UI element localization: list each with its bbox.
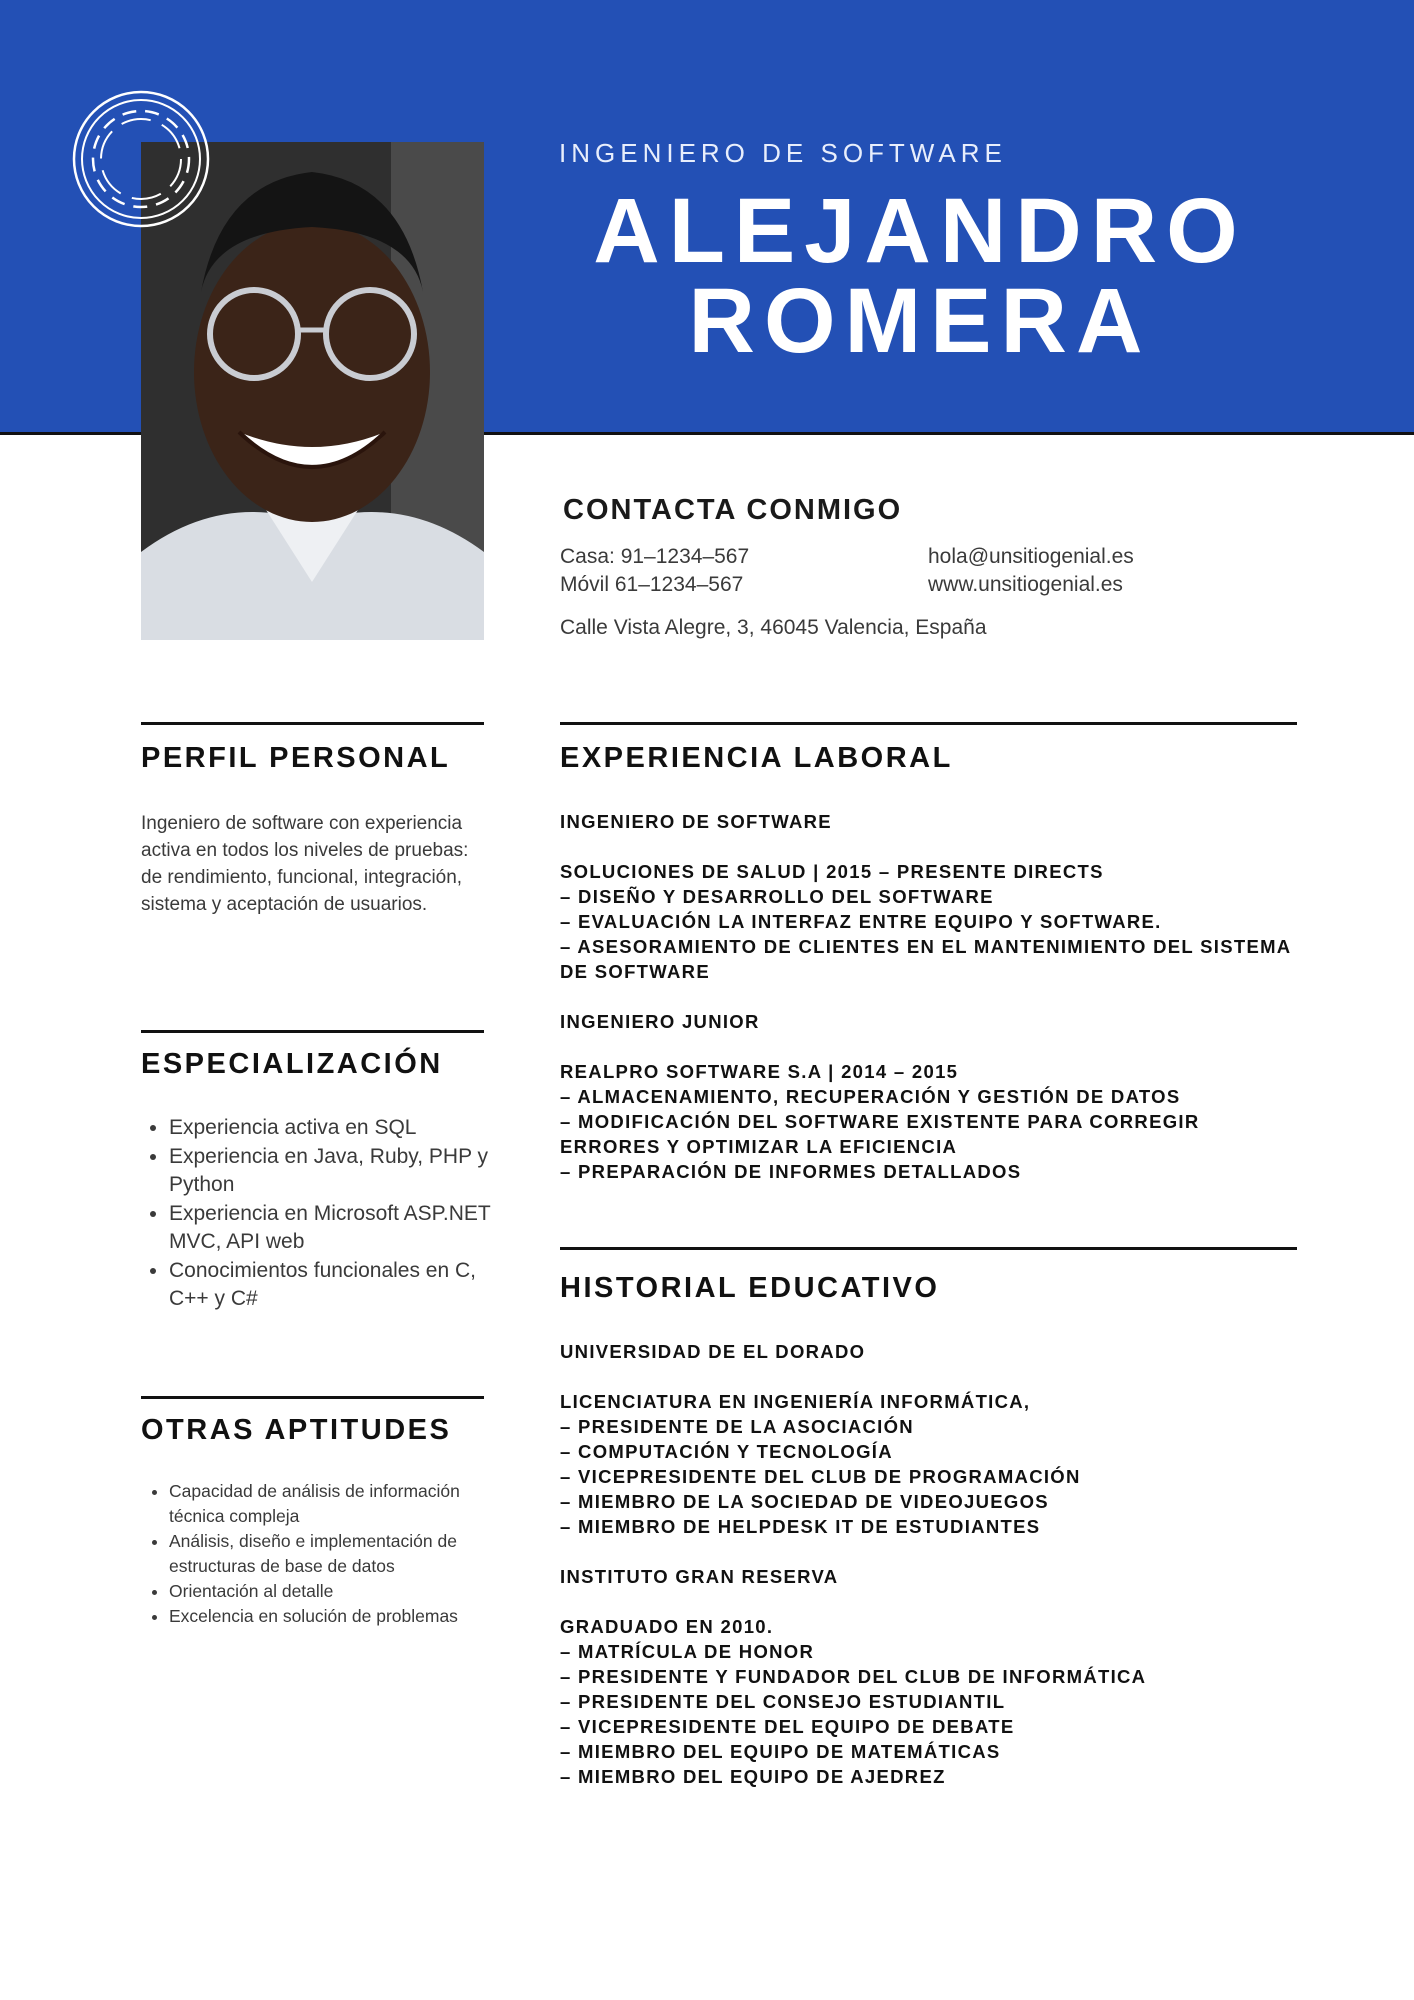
line-gap: [560, 1364, 1300, 1389]
list-item: • Excelencia en solución de problemas: [169, 1604, 504, 1629]
detail-line: – MODIFICACIÓN DEL SOFTWARE EXISTENTE PARA CORREGIR ERRORES Y OPTIMIZAR LA EFICIENCIA: [560, 1111, 1200, 1157]
profile-text: Ingeniero de software con experiencia activa en todos los niveles de pruebas: de rendimiento, funcional, integración, sistema y aceptación de usuarios.: [141, 813, 469, 915]
list-item: • Conocimientos funcionales en C, C++ y C#: [169, 1257, 509, 1314]
detail-line: – ASESORAMIENTO DE CLIENTES EN EL MANTENIMIENTO DEL SISTEMA DE SOFTWARE: [560, 936, 1291, 982]
email-link[interactable]: hola@unsitiogenial.es: [928, 545, 1134, 568]
last-name: ROMERA: [688, 270, 1152, 372]
detail-line: – PRESIDENTE DEL CONSEJO ESTUDIANTIL: [560, 1691, 1006, 1712]
first-name: ALEJANDRO: [593, 180, 1247, 282]
profile-title: PERFIL PERSONAL: [141, 742, 451, 774]
detail-line: – MATRÍCULA DE HONOR: [560, 1641, 815, 1662]
list-item: • Orientación al detalle: [169, 1579, 504, 1604]
other-skills-title: OTRAS APTITUDES: [141, 1414, 452, 1446]
contact-title: CONTACTA CONMIGO: [563, 494, 903, 526]
detail-line: LICENCIATURA EN INGENIERÍA INFORMÁTICA,: [560, 1391, 1031, 1412]
full-name: [500, 180, 1340, 372]
list-item: • Experiencia en Java, Ruby, PHP y Python: [169, 1143, 509, 1200]
detail-line: – PRESIDENTE DE LA ASOCIACIÓN: [560, 1416, 914, 1437]
specialization-list: [141, 1114, 509, 1314]
decorative-circles-icon: [70, 88, 212, 230]
detail-line: UNIVERSIDAD DE EL DORADO: [560, 1341, 866, 1362]
list-item: • Experiencia en Microsoft ASP.NET MVC, API web: [169, 1200, 509, 1257]
detail-line: INGENIERO JUNIOR: [560, 1011, 760, 1032]
detail-line: – COMPUTACIÓN Y TECNOLOGÍA: [560, 1441, 893, 1462]
line-gap: [560, 1539, 1300, 1564]
job-title: INGENIERO DE SOFTWARE: [559, 138, 1007, 168]
list-item: • Análisis, diseño e implementación de estructuras de base de datos: [169, 1529, 504, 1579]
detail-line: – MIEMBRO DEL EQUIPO DE MATEMÁTICAS: [560, 1741, 1001, 1762]
line-gap: [560, 1034, 1300, 1059]
list-item: • Experiencia activa en SQL: [169, 1114, 509, 1143]
detail-line: – PRESIDENTE Y FUNDADOR DEL CLUB DE INFORMÁTICA: [560, 1666, 1147, 1687]
home-phone: Casa: 91–1234–567: [560, 545, 750, 568]
list-item: • Capacidad de análisis de información técnica compleja: [169, 1479, 504, 1529]
other-skills-list: [141, 1479, 504, 1629]
line-gap: [560, 984, 1300, 1009]
line-gap: [560, 834, 1300, 859]
website-link[interactable]: www.unsitiogenial.es: [928, 573, 1123, 596]
detail-line: SOLUCIONES DE SALUD | 2015 – PRESENTE DIRECTS: [560, 861, 1104, 882]
specialization-title: ESPECIALIZACIÓN: [141, 1048, 443, 1080]
detail-line: – MIEMBRO DEL EQUIPO DE AJEDREZ: [560, 1766, 946, 1787]
detail-line: – PREPARACIÓN DE INFORMES DETALLADOS: [560, 1161, 1022, 1182]
detail-line: – MIEMBRO DE LA SOCIEDAD DE VIDEOJUEGOS: [560, 1491, 1049, 1512]
detail-line: – VICEPRESIDENTE DEL EQUIPO DE DEBATE: [560, 1716, 1015, 1737]
detail-line: – ALMACENAMIENTO, RECUPERACIÓN Y GESTIÓN DE DATOS: [560, 1086, 1181, 1107]
divider: [141, 722, 484, 725]
detail-line: – DISEÑO Y DESARROLLO DEL SOFTWARE: [560, 886, 994, 907]
detail-line: REALPRO SOFTWARE S.A | 2014 – 2015: [560, 1061, 959, 1082]
divider: [560, 1247, 1297, 1250]
detail-line: – MIEMBRO DE HELPDESK IT DE ESTUDIANTES: [560, 1516, 1041, 1537]
detail-line: INSTITUTO GRAN RESERVA: [560, 1566, 839, 1587]
education-title: HISTORIAL EDUCATIVO: [560, 1272, 940, 1304]
detail-line: – VICEPRESIDENTE DEL CLUB DE PROGRAMACIÓN: [560, 1466, 1081, 1487]
line-gap: [560, 1589, 1300, 1614]
detail-line: GRADUADO EN 2010.: [560, 1616, 774, 1637]
divider: [560, 722, 1297, 725]
detail-line: INGENIERO DE SOFTWARE: [560, 811, 832, 832]
education-details: [560, 1339, 1300, 1789]
address: Calle Vista Alegre, 3, 46045 Valencia, España: [560, 616, 987, 639]
experience-details: [560, 809, 1300, 1184]
detail-line: – EVALUACIÓN LA INTERFAZ ENTRE EQUIPO Y SOFTWARE.: [560, 911, 1162, 932]
divider: [141, 1030, 484, 1033]
divider: [141, 1396, 484, 1399]
experience-title: EXPERIENCIA LABORAL: [560, 742, 953, 774]
mobile-phone: Móvil 61–1234–567: [560, 573, 744, 596]
